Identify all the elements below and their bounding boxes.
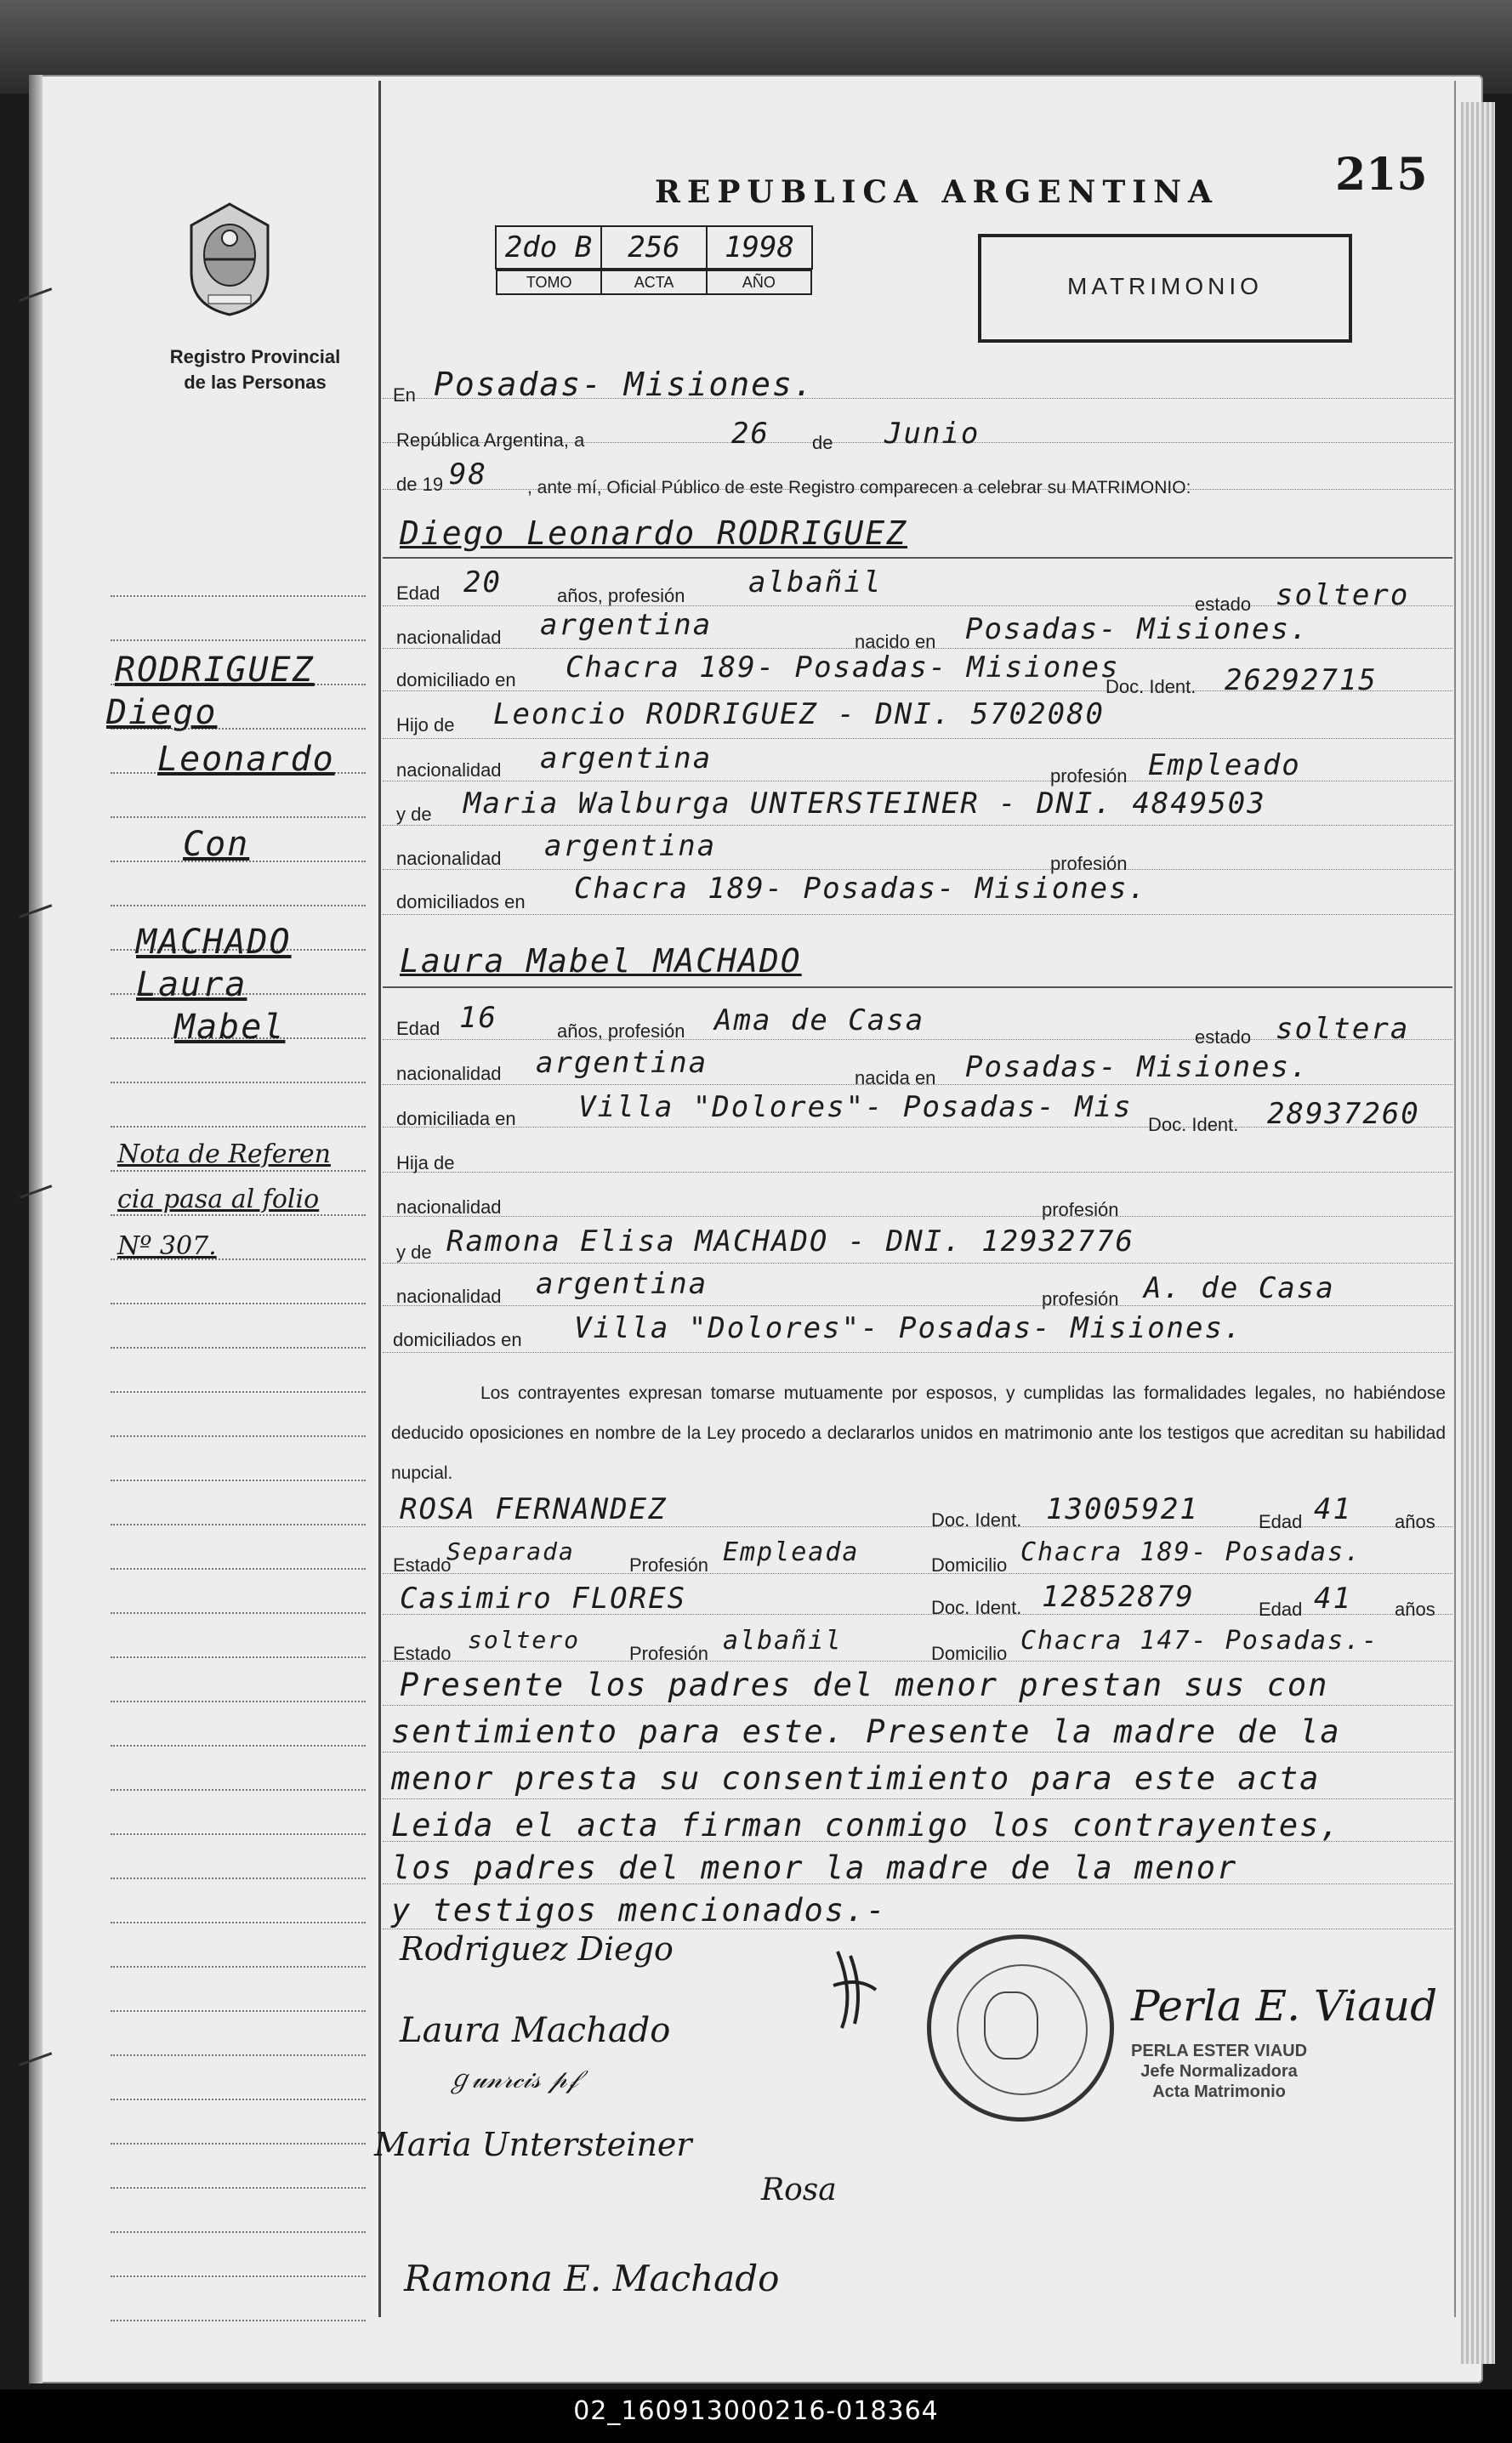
- margin-rule: [111, 1789, 366, 1791]
- initials-mark-icon: [829, 1943, 880, 2037]
- witness2-prof-label: Profesión: [629, 1643, 708, 1664]
- groom-mother-nationality: argentina: [544, 829, 717, 863]
- margin-rule: [111, 1170, 366, 1172]
- margin-rule: [111, 1568, 366, 1570]
- groom-parents-address: Chacra 189- Posadas- Misiones.: [574, 872, 1148, 906]
- witness2-estado: soltero: [468, 1626, 581, 1654]
- bride-estado-label: estado: [1195, 1026, 1252, 1048]
- witness1-doc: 13005921: [1046, 1492, 1199, 1526]
- groom-father-prof-label: profesión: [1050, 765, 1128, 787]
- witness1-profession: Empleada: [723, 1537, 860, 1567]
- bride-doc: 28937260: [1267, 1097, 1420, 1131]
- folio-number: 215: [1335, 149, 1428, 201]
- witness2-profession: albañil: [723, 1626, 843, 1656]
- groom-father-nationality: argentina: [540, 741, 713, 776]
- signature-bride: Laura Machado: [400, 2011, 671, 2050]
- margin-rule: [111, 1347, 366, 1349]
- margin-rule: [111, 1214, 366, 1216]
- witness1-doc-label: Doc. Ident.: [931, 1509, 1022, 1531]
- body-rule: [383, 1573, 1452, 1574]
- margin-rule: [111, 1303, 366, 1304]
- official-seal-stamp: [927, 1935, 1114, 2122]
- margin-rule: [111, 2320, 366, 2321]
- witness1-address: Chacra 189- Posadas.: [1020, 1537, 1362, 1567]
- declaration-paragraph: Los contrayentes expresan tomarse mutuamente por esposos, y cumplidas las formalidades legales, no habiéndose deducido oposiciones en nombre de la Ley procedo a declararlos unidos en matrimonio ante los testigos que acreditan su habilidad nupcial.: [391, 1383, 1446, 1483]
- groom-domiciliado-label: domiciliado en: [396, 669, 516, 690]
- body-rule: [383, 1752, 1452, 1753]
- bride-edad-label: Edad: [396, 1018, 441, 1039]
- witness2-name: Casimiro FLORES: [400, 1582, 687, 1616]
- record-type-box: [978, 234, 1352, 343]
- body-rule: [383, 869, 1452, 870]
- groom-father: Leoncio RODRIGUEZ - DNI. 5702080: [493, 697, 1106, 731]
- margin-rule: [111, 2187, 366, 2189]
- bride-nacionalidad-label: nacionalidad: [396, 1063, 502, 1084]
- coat-of-arms-icon: [183, 200, 276, 319]
- margin-rule: [111, 1480, 366, 1481]
- en-label: En: [393, 384, 416, 406]
- right-border: [1454, 81, 1456, 2317]
- signature-scribble: ℊ𝓊𝓃𝓇𝒸𝒾𝓈 𝓅𝒻: [446, 2065, 578, 2094]
- anio-value: 1998: [707, 226, 812, 269]
- margin-rule: [111, 1701, 366, 1702]
- witness1-estado: Separada: [446, 1537, 575, 1565]
- acta-value: 256: [601, 226, 707, 269]
- margin-rule: [111, 2275, 366, 2277]
- margin-rule: [111, 1391, 366, 1393]
- registry-title: [128, 344, 383, 395]
- groom-nacionalidad-label: nacionalidad: [396, 627, 502, 648]
- witness1-estado-label: Estado: [393, 1554, 452, 1576]
- signature-groom: Rodriguez Diego: [400, 1930, 674, 1968]
- bride-profesion-label: años, profesión: [557, 1020, 685, 1042]
- body-rule: [383, 1352, 1452, 1353]
- margin-rule: [111, 2099, 366, 2100]
- body-rule: [383, 986, 1452, 988]
- note-line: Presente los padres del menor prestan sus con: [400, 1667, 1329, 1703]
- witness2-dom-label: Domicilio: [931, 1643, 1008, 1664]
- margin-rule: [111, 2143, 366, 2145]
- signature-mother-groom: Maria Untersteiner: [374, 2126, 692, 2163]
- witness1-dom-label: Domicilio: [931, 1554, 1008, 1576]
- witness2-doc: 12852879: [1042, 1580, 1195, 1614]
- margin-rule: [111, 1745, 366, 1747]
- body-rule: [383, 1705, 1452, 1706]
- year-suffix: 98: [449, 457, 487, 491]
- margin-rule: [111, 2054, 366, 2056]
- groom-edad-label: Edad: [396, 582, 441, 604]
- registry-line-2: de las Personas: [184, 372, 327, 393]
- witness2-estado-label: Estado: [393, 1643, 452, 1664]
- body-rule: [383, 1172, 1452, 1173]
- groom-parents-dom-label: domiciliados en: [396, 891, 526, 912]
- intro-month: Junio: [884, 417, 981, 451]
- year-prefix: de 19: [396, 474, 444, 495]
- note-line: Leida el acta firman conmigo los contrayentes,: [391, 1807, 1341, 1844]
- groom-nationality: argentina: [540, 608, 713, 642]
- country-heading: REPUBLICA ARGENTINA: [655, 174, 1219, 210]
- body-rule: [383, 1305, 1452, 1306]
- bride-profession: Ama de Casa: [714, 1003, 925, 1037]
- bride-mother: Ramona Elisa MACHADO - DNI. 12932776: [446, 1224, 1134, 1258]
- margin-rule: [111, 816, 366, 818]
- body-rule: [383, 1661, 1452, 1662]
- tomo-label: TOMO: [497, 270, 601, 294]
- groom-father-nat-label: nacionalidad: [396, 759, 502, 781]
- groom-nacido-label: nacido en: [855, 631, 936, 652]
- margin-rule: [111, 1435, 366, 1437]
- margin-spouse2-surname: MACHADO: [136, 923, 292, 962]
- de-label: de: [812, 432, 833, 453]
- registry-line-1: Registro Provincial: [169, 346, 341, 367]
- witness1-anos-label: años: [1395, 1511, 1435, 1532]
- margin-rule: [111, 1082, 366, 1083]
- groom-father-profession: Empleado: [1148, 748, 1301, 782]
- page-edges: [1461, 102, 1495, 2364]
- witness2-anos-label: años: [1395, 1599, 1435, 1620]
- margin-rule: [111, 639, 366, 641]
- bride-father-nat-label: nacionalidad: [396, 1196, 502, 1218]
- groom-mother: Maria Walburga UNTERSTEINER - DNI. 4849503: [463, 787, 1266, 821]
- note-line: menor presta su consentimiento para este acta: [391, 1760, 1321, 1797]
- official-stamp-text: [1131, 2041, 1307, 2102]
- bride-hija-label: Hija de: [396, 1152, 455, 1173]
- note-line: y testigos mencionados.-: [391, 1892, 887, 1929]
- groom-estado-label: estado: [1195, 594, 1252, 615]
- groom-profesion-label: años, profesión: [557, 585, 685, 606]
- bride-doc-label: Doc. Ident.: [1148, 1114, 1239, 1135]
- body-rule: [383, 914, 1452, 915]
- margin-spouse1-surname: RODRIGUEZ: [115, 651, 315, 690]
- tomo-value: 2do B: [496, 226, 601, 269]
- intro-place: Posadas- Misiones.: [434, 366, 815, 403]
- margin-spouse1-given2: Leonardo: [157, 740, 335, 779]
- bride-nacida-label: nacida en: [855, 1067, 936, 1088]
- note-line: los padres del menor la madre de la menor: [391, 1849, 1238, 1886]
- margin-rule: [111, 1126, 366, 1128]
- witness2-edad-label: Edad: [1259, 1599, 1303, 1620]
- groom-yde-label: y de: [396, 804, 432, 825]
- signature-bride-mother: Ramona E. Machado: [404, 2258, 780, 2299]
- groom-hijo-label: Hijo de: [396, 714, 455, 736]
- signature-official: Perla E. Viaud: [1131, 1981, 1438, 2031]
- bride-parents-dom-label: domiciliados en: [393, 1329, 522, 1350]
- margin-rule: [111, 1524, 366, 1525]
- bride-mother-nationality: argentina: [536, 1267, 708, 1301]
- margin-rule: [111, 1612, 366, 1614]
- bride-yde-label: y de: [396, 1241, 432, 1263]
- margin-connector: Con: [183, 825, 250, 864]
- witness1-age: 41: [1314, 1492, 1352, 1526]
- body-rule: [383, 825, 1452, 826]
- witness1-edad-label: Edad: [1259, 1511, 1303, 1532]
- bride-parents-address: Villa "Dolores"- Posadas- Misiones.: [574, 1311, 1243, 1345]
- margin-spouse2-given1: Laura: [136, 965, 247, 1004]
- margin-spouse1-given1: Diego: [106, 693, 218, 732]
- margin-rule: [111, 1966, 366, 1968]
- margin-divider: [378, 81, 381, 2317]
- bride-father-prof-label: profesión: [1042, 1199, 1119, 1220]
- margin-rule: [111, 595, 366, 597]
- official-name: PERLA ESTER VIAUD: [1131, 2042, 1308, 2060]
- body-rule: [383, 738, 1452, 739]
- margin-note-line-3: Nº 307.: [117, 1231, 217, 1261]
- witness2-address: Chacra 147- Posadas.-: [1020, 1626, 1379, 1656]
- record-type: MATRIMONIO: [1067, 273, 1263, 299]
- groom-address: Chacra 189- Posadas- Misiones: [566, 651, 1120, 685]
- groom-mother-prof-label: profesión: [1050, 853, 1128, 874]
- bride-mother-prof-label: profesión: [1042, 1288, 1119, 1310]
- bride-address: Villa "Dolores"- Posadas- Mis: [578, 1090, 1133, 1124]
- margin-rule: [111, 1833, 366, 1835]
- groom-doc-label: Doc. Ident.: [1106, 676, 1197, 697]
- margin-rule: [111, 2010, 366, 2012]
- margin-rule: [111, 1922, 366, 1923]
- witness1-prof-label: Profesión: [629, 1554, 708, 1576]
- groom-doc: 26292715: [1225, 663, 1378, 697]
- margin-rule: [111, 2231, 366, 2233]
- groom-mother-nat-label: nacionalidad: [396, 848, 502, 869]
- witness1-name: ROSA FERNANDEZ: [400, 1492, 668, 1526]
- official-title-1: Jefe Normalizadora: [1140, 2062, 1298, 2081]
- margin-note-line-1: Nota de Referen: [117, 1139, 331, 1169]
- groom-profession: albañil: [748, 565, 883, 599]
- bride-estado: soltera: [1276, 1012, 1410, 1046]
- groom-age: 20: [463, 565, 502, 599]
- body-rule: [383, 1263, 1452, 1264]
- bride-birthplace: Posadas- Misiones.: [965, 1050, 1310, 1084]
- margin-rule: [111, 1656, 366, 1658]
- body-rule: [383, 557, 1452, 559]
- anio-label: AÑO: [707, 270, 811, 294]
- margin-rule: [111, 1878, 366, 1879]
- groom-name: Diego Leonardo RODRIGUEZ: [400, 514, 908, 552]
- margin-rule: [111, 905, 366, 906]
- witness2-age: 41: [1314, 1582, 1352, 1616]
- witness2-doc-label: Doc. Ident.: [931, 1597, 1022, 1618]
- book-spine: [29, 75, 43, 2383]
- bride-mother-nat-label: nacionalidad: [396, 1286, 502, 1307]
- republica-label: República Argentina, a: [396, 429, 585, 451]
- body-rule: [383, 1216, 1452, 1217]
- note-line: sentimiento para este. Presente la madre de la: [391, 1713, 1341, 1750]
- official-title-2: Acta Matrimonio: [1152, 2082, 1286, 2101]
- groom-birthplace: Posadas- Misiones.: [965, 612, 1310, 646]
- bride-name: Laura Mabel MACHADO: [400, 942, 802, 980]
- bride-nationality: argentina: [536, 1046, 708, 1080]
- intro-statement: , ante mí, Oficial Público de este Registro comparecen a celebrar su MATRIMONIO:: [527, 478, 1191, 497]
- image-identifier: 02_160913000216-018364: [573, 2396, 939, 2426]
- groom-estado: soltero: [1276, 578, 1410, 612]
- margin-spouse2-given2: Mabel: [174, 1008, 286, 1047]
- bride-age: 16: [459, 1001, 497, 1035]
- acta-label: ACTA: [601, 270, 706, 294]
- margin-note-line-2: cia pasa al folio: [117, 1185, 320, 1214]
- intro-day: 26: [731, 417, 770, 451]
- body-rule: [383, 1798, 1452, 1799]
- bride-domiciliada-label: domiciliada en: [396, 1108, 516, 1129]
- record-index-table: [495, 225, 813, 291]
- signature-witness: Rosa: [761, 2173, 837, 2207]
- bride-mother-profession: A. de Casa: [1144, 1271, 1335, 1305]
